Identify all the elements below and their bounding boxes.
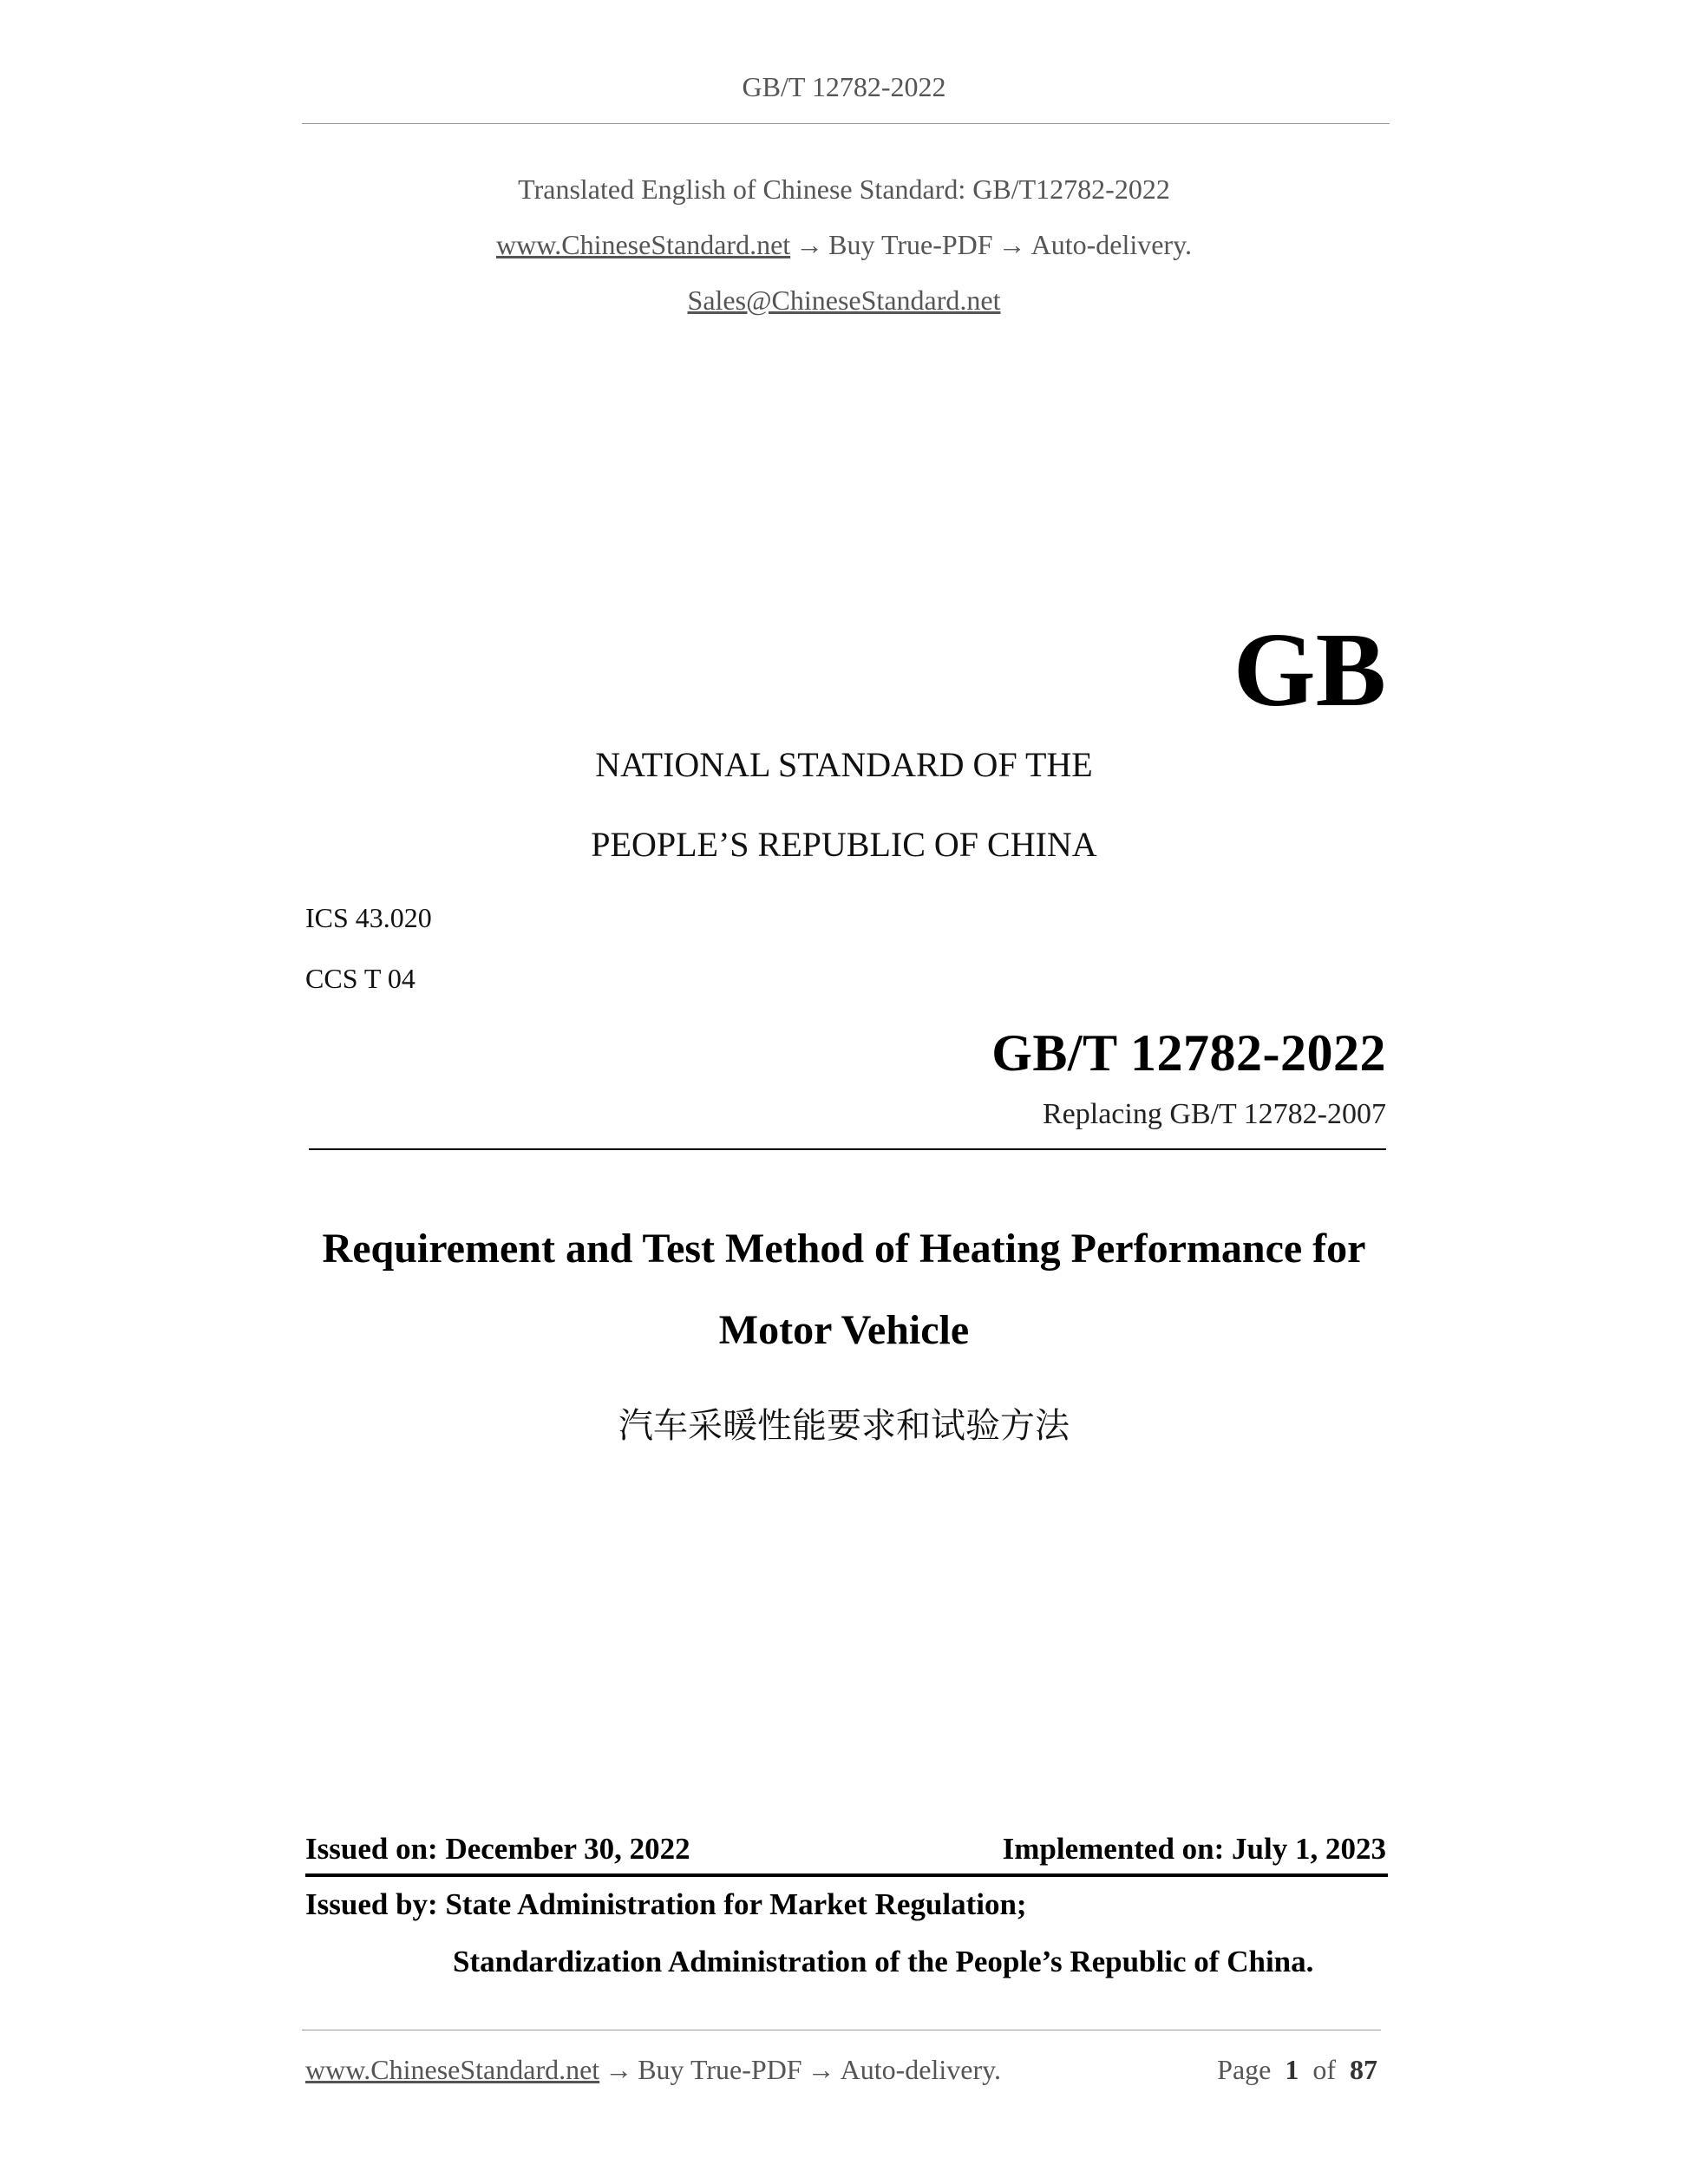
- arrow-right-icon: →: [807, 2054, 835, 2085]
- ccs-code: CCS T 04: [305, 963, 415, 994]
- page-total: 87: [1350, 2054, 1377, 2085]
- replacing-note: Replacing GB/T 12782-2007: [1043, 1098, 1386, 1130]
- standard-number: GB/T 12782-2022: [991, 1024, 1386, 1082]
- sales-email-link[interactable]: Sales@ChineseStandard.net: [687, 284, 1001, 316]
- issued-on-date: Issued on: December 30, 2022: [305, 1832, 690, 1866]
- arrow-right-icon: →: [998, 229, 1026, 260]
- national-title-line-1: NATIONAL STANDARD OF THE: [595, 745, 1093, 784]
- vendor-line-3: [0, 284, 1688, 317]
- document-title-line-2: Motor Vehicle: [718, 1307, 970, 1353]
- arrow-right-icon: →: [795, 229, 824, 260]
- running-header: GB/T 12782-2022: [742, 71, 946, 102]
- arrow-right-icon: →: [605, 2054, 633, 2085]
- title-divider: [309, 1148, 1386, 1150]
- ics-code: ICS 43.020: [305, 902, 432, 933]
- buy-true-pdf-text: Buy True-PDF: [828, 229, 993, 260]
- of-label: of: [1312, 2054, 1336, 2085]
- footer-buy-text: Buy True-PDF: [638, 2054, 802, 2085]
- header-divider: [302, 123, 1390, 124]
- national-title-line-2: PEOPLE’S REPUBLIC OF CHINA: [591, 825, 1097, 864]
- vendor-line-1: Translated English of Chinese Standard: GB/T12782-2022: [518, 173, 1170, 205]
- vendor-line-2: [0, 229, 1688, 261]
- gb-mark: GB: [1233, 611, 1386, 729]
- implemented-on-date: Implemented on: July 1, 2023: [1002, 1832, 1386, 1866]
- page-label: Page: [1217, 2054, 1272, 2085]
- footer-vendor-line: [305, 2054, 1001, 2086]
- issued-by-line-1: Issued by: State Administration for Market Regulation;: [305, 1887, 1027, 1921]
- chinese-title: 汽车采暖性能要求和试验方法: [618, 1406, 1070, 1446]
- page-indicator: [1217, 2054, 1377, 2086]
- auto-delivery-text: Auto-delivery.: [1030, 229, 1192, 260]
- footer-delivery-text: Auto-delivery.: [840, 2054, 1002, 2085]
- page-number: 1: [1285, 2054, 1299, 2085]
- issued-by-line-2: Standardization Administration of the People’s Republic of China.: [453, 1945, 1314, 1978]
- site-link[interactable]: www.ChineseStandard.net: [495, 229, 791, 260]
- document-title-line-1: Requirement and Test Method of Heating Performance for: [322, 1226, 1366, 1272]
- issue-divider: [305, 1873, 1388, 1877]
- footer-site-link[interactable]: www.ChineseStandard.net: [305, 2054, 600, 2085]
